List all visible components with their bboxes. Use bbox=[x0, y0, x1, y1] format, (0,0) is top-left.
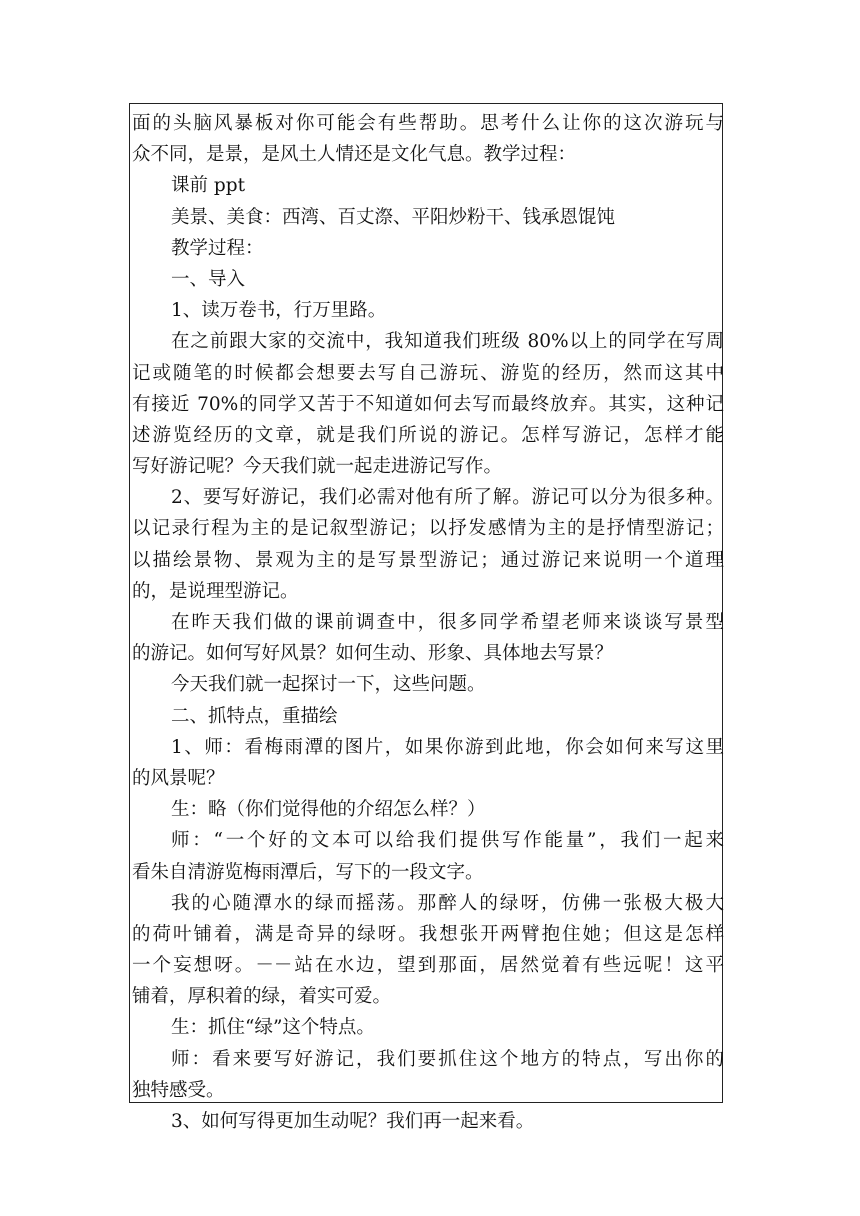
text-line: 的荷叶铺着，满是奇异的绿呀。我想张开两臂抱住她；但这是怎样 bbox=[132, 923, 724, 945]
text-line: 以记录行程为主的是记叙型游记；以抒发感情为主的是抒情型游记； bbox=[132, 518, 724, 540]
text-line: 的风景呢？ bbox=[132, 767, 225, 789]
text-line: 记或随笔的时候都会想要去写自己游玩、游览的经历，然而这其中 bbox=[132, 362, 724, 384]
text-line: 一个妄想呀。－－站在水边，望到那面，居然觉着有些远呢！这平 bbox=[132, 955, 724, 977]
text-line: 教学过程： bbox=[171, 237, 264, 259]
text-line: 述游览经历的文章，就是我们所说的游记。怎样写游记，怎样才能 bbox=[132, 424, 724, 446]
text-line: 2、要写好游记，我们必需对他有所了解。游记可以分为很多种。 bbox=[171, 487, 724, 509]
text-line: 铺着，厚积着的绿，着实可爱。 bbox=[132, 986, 392, 1008]
text-line: 以描绘景物、景观为主的是写景型游记；通过游记来说明一个道理 bbox=[132, 549, 724, 571]
text-line: 在之前跟大家的交流中，我知道我们班级 80%以上的同学在写周 bbox=[171, 331, 724, 353]
text-line: 有接近 70%的同学又苦于不知道如何去写而最终放弃。其实，这种记 bbox=[132, 393, 724, 415]
text-line: 的游记。如何写好风景？如何生动、形象、具体地去写景？ bbox=[132, 643, 614, 665]
table-cell-frame bbox=[129, 103, 724, 1132]
text-line: 美景、美食：西湾、百丈漈、平阳炒粉干、钱承恩馄饨 bbox=[171, 206, 616, 228]
text-line: 今天我们就一起探讨一下，这些问题。 bbox=[171, 674, 486, 696]
text-line: 1、师：看梅雨潭的图片，如果你游到此地，你会如何来写这里 bbox=[171, 736, 724, 758]
text-line: 我的心随潭水的绿而摇荡。那醉人的绿呀，仿佛一张极大极大 bbox=[171, 892, 724, 914]
text-line: 二、抓特点，重描绘 bbox=[171, 705, 338, 727]
text-line: 面的头脑风暴板对你可能会有些帮助。思考什么让你的这次游玩与 bbox=[132, 113, 724, 134]
document-body bbox=[132, 108, 724, 1137]
text-line: 众不同，是景，是风土人情还是文化气息。教学过程： bbox=[132, 144, 577, 166]
text-line: 师：“一个好的文本可以给我们提供写作能量”，我们一起来 bbox=[171, 830, 724, 852]
text-line: 在昨天我们做的课前调查中，很多同学希望老师来谈谈写景型 bbox=[171, 612, 724, 633]
text-line: 生：抓住“绿”这个特点。 bbox=[171, 1017, 375, 1039]
text-line: 看朱自清游览梅雨潭后，写下的一段文字。 bbox=[132, 861, 484, 883]
text-line: 独特感受。 bbox=[132, 1079, 225, 1101]
text-line: 生：略（你们觉得他的介绍怎么样？） bbox=[171, 799, 486, 821]
text-line: 写好游记呢？今天我们就一起走进游记写作。 bbox=[132, 456, 503, 478]
text-line: 一、导入 bbox=[171, 268, 246, 290]
text-line: 3、如何写得更加生动呢？我们再一起来看。 bbox=[171, 1111, 535, 1132]
text-line: 1、读万卷书，行万里路。 bbox=[171, 300, 387, 322]
text-line: 课前 ppt bbox=[171, 175, 246, 197]
text-line: 的，是说理型游记。 bbox=[132, 580, 299, 602]
text-line: 师：看来要写好游记，我们要抓住这个地方的特点，写出你的 bbox=[171, 1048, 724, 1070]
